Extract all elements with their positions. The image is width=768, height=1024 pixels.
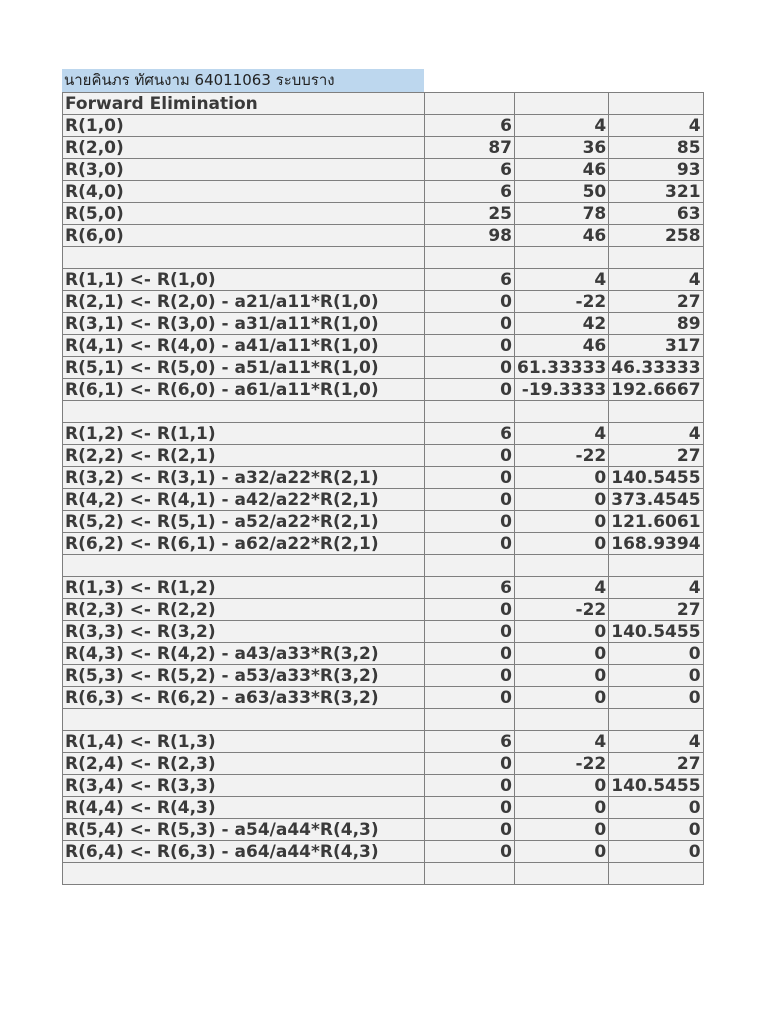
table-row [63, 621, 704, 643]
table-row [63, 577, 704, 599]
value-cell-col2[interactable]: 4 [515, 269, 609, 291]
value-cell-col2[interactable]: -22 [515, 753, 609, 775]
value-cell-col1[interactable]: 0 [425, 753, 515, 775]
table-row [63, 225, 704, 247]
value-cell-col3[interactable]: 46.33333 [609, 357, 703, 379]
value-cell-col1[interactable]: 0 [425, 291, 515, 313]
row-label-cell[interactable]: R(6,1) <- R(6,0) - a61/a11*R(1,0) [63, 379, 425, 401]
table-row [63, 445, 704, 467]
value-cell-col2[interactable]: -22 [515, 291, 609, 313]
row-label-cell[interactable]: R(1,3) <- R(1,2) [63, 577, 425, 599]
value-cell-col1[interactable]: 0 [425, 643, 515, 665]
value-cell-col1[interactable] [425, 709, 515, 731]
value-cell-col2[interactable]: 46 [515, 159, 609, 181]
value-cell-col3[interactable]: 373.4545 [609, 489, 703, 511]
value-cell-col1[interactable] [425, 401, 515, 423]
table-row [63, 269, 704, 291]
value-cell-col2[interactable]: 0 [515, 841, 609, 863]
value-cell-col2[interactable] [515, 93, 609, 115]
value-cell-col2[interactable]: 46 [515, 225, 609, 247]
table-row [63, 687, 704, 709]
value-cell-col3[interactable] [609, 93, 703, 115]
table-row [63, 797, 704, 819]
table-row [63, 731, 704, 753]
value-cell-col3[interactable]: 0 [609, 819, 703, 841]
value-cell-col1[interactable]: 0 [425, 357, 515, 379]
table-row [63, 159, 704, 181]
value-cell-col2[interactable]: 0 [515, 621, 609, 643]
value-cell-col3[interactable]: 4 [609, 269, 703, 291]
value-cell-col2[interactable] [515, 709, 609, 731]
table-row [63, 643, 704, 665]
value-cell-col3[interactable] [609, 555, 703, 577]
value-cell-col2[interactable]: -22 [515, 599, 609, 621]
row-label-cell[interactable]: R(2,1) <- R(2,0) - a21/a11*R(1,0) [63, 291, 425, 313]
value-cell-col3[interactable]: 27 [609, 599, 703, 621]
spreadsheet [62, 69, 704, 885]
row-label-cell[interactable]: R(3,0) [63, 159, 425, 181]
value-cell-col1[interactable] [425, 247, 515, 269]
value-cell-col2[interactable]: 0 [515, 489, 609, 511]
value-cell-col2[interactable]: 0 [515, 687, 609, 709]
value-cell-col3[interactable]: 0 [609, 643, 703, 665]
row-label-cell[interactable] [63, 709, 425, 731]
value-cell-col3[interactable]: 192.6667 [609, 379, 703, 401]
table-row [63, 467, 704, 489]
value-cell-col3[interactable]: 27 [609, 291, 703, 313]
value-cell-col1[interactable] [425, 93, 515, 115]
value-cell-col1[interactable]: 0 [425, 775, 515, 797]
value-cell-col3[interactable]: 140.5455 [609, 621, 703, 643]
row-label-cell[interactable]: R(5,4) <- R(5,3) - a54/a44*R(4,3) [63, 819, 425, 841]
value-cell-col2[interactable]: 0 [515, 467, 609, 489]
table-row [63, 511, 704, 533]
value-cell-col1[interactable]: 0 [425, 841, 515, 863]
value-cell-col1[interactable]: 0 [425, 511, 515, 533]
row-label-cell[interactable]: R(2,3) <- R(2,2) [63, 599, 425, 621]
value-cell-col3[interactable]: 0 [609, 665, 703, 687]
row-label-cell[interactable]: R(3,1) <- R(3,0) - a31/a11*R(1,0) [63, 313, 425, 335]
value-cell-col1[interactable]: 0 [425, 687, 515, 709]
table-row [63, 489, 704, 511]
value-cell-col2[interactable]: 0 [515, 511, 609, 533]
value-cell-col2[interactable]: 0 [515, 819, 609, 841]
value-cell-col1[interactable]: 0 [425, 797, 515, 819]
value-cell-col1[interactable]: 0 [425, 489, 515, 511]
row-label-cell[interactable]: R(2,2) <- R(2,1) [63, 445, 425, 467]
value-cell-col1[interactable]: 0 [425, 467, 515, 489]
value-cell-col3[interactable]: 27 [609, 753, 703, 775]
value-cell-col2[interactable] [515, 555, 609, 577]
value-cell-col3[interactable]: 85 [609, 137, 703, 159]
row-label-cell[interactable]: R(4,0) [63, 181, 425, 203]
value-cell-col2[interactable]: 46 [515, 335, 609, 357]
table-row [63, 753, 704, 775]
value-cell-col1[interactable]: 0 [425, 665, 515, 687]
table-row [63, 115, 704, 137]
value-cell-col3[interactable]: 4 [609, 731, 703, 753]
value-cell-col2[interactable]: 42 [515, 313, 609, 335]
row-label-cell[interactable]: R(1,4) <- R(1,3) [63, 731, 425, 753]
row-label-cell[interactable]: R(3,3) <- R(3,2) [63, 621, 425, 643]
table-row [63, 247, 704, 269]
table-row [63, 599, 704, 621]
value-cell-col2[interactable]: 4 [515, 577, 609, 599]
row-label-cell[interactable]: R(6,2) <- R(6,1) - a62/a22*R(2,1) [63, 533, 425, 555]
value-cell-col1[interactable]: 6 [425, 159, 515, 181]
row-label-cell[interactable]: R(5,1) <- R(5,0) - a51/a11*R(1,0) [63, 357, 425, 379]
table-row [63, 291, 704, 313]
value-cell-col1[interactable]: 0 [425, 313, 515, 335]
value-cell-col2[interactable]: 61.33333 [515, 357, 609, 379]
value-cell-col1[interactable]: 0 [425, 335, 515, 357]
value-cell-col1[interactable]: 6 [425, 181, 515, 203]
value-cell-col1[interactable]: 0 [425, 533, 515, 555]
value-cell-col1[interactable]: 98 [425, 225, 515, 247]
row-label-cell[interactable]: R(1,0) [63, 115, 425, 137]
row-label-cell[interactable]: R(3,2) <- R(3,1) - a32/a22*R(2,1) [63, 467, 425, 489]
value-cell-col3[interactable]: 4 [609, 577, 703, 599]
value-cell-col3[interactable]: 140.5455 [609, 775, 703, 797]
value-cell-col1[interactable] [425, 863, 515, 885]
row-label-cell[interactable]: R(4,4) <- R(4,3) [63, 797, 425, 819]
row-label-cell[interactable]: R(6,0) [63, 225, 425, 247]
row-label-cell[interactable]: R(6,3) <- R(6,2) - a63/a33*R(3,2) [63, 687, 425, 709]
value-cell-col3[interactable]: 27 [609, 445, 703, 467]
table-row [63, 335, 704, 357]
value-cell-col2[interactable]: 0 [515, 533, 609, 555]
value-cell-col3[interactable]: 93 [609, 159, 703, 181]
value-cell-col3[interactable]: 168.9394 [609, 533, 703, 555]
value-cell-col1[interactable]: 0 [425, 819, 515, 841]
value-cell-col1[interactable]: 6 [425, 423, 515, 445]
value-cell-col1[interactable]: 6 [425, 115, 515, 137]
value-cell-col1[interactable]: 0 [425, 599, 515, 621]
row-label-cell[interactable] [63, 247, 425, 269]
value-cell-col2[interactable]: 4 [515, 731, 609, 753]
table-row [63, 93, 704, 115]
value-cell-col2[interactable] [515, 863, 609, 885]
value-cell-col1[interactable]: 6 [425, 731, 515, 753]
value-cell-col2[interactable]: 50 [515, 181, 609, 203]
row-label-cell[interactable]: R(1,1) <- R(1,0) [63, 269, 425, 291]
table-row [63, 313, 704, 335]
value-cell-col1[interactable]: 6 [425, 577, 515, 599]
value-cell-col1[interactable]: 0 [425, 379, 515, 401]
value-cell-col3[interactable]: 140.5455 [609, 467, 703, 489]
row-label-cell[interactable]: R(2,4) <- R(2,3) [63, 753, 425, 775]
row-label-cell[interactable]: R(3,4) <- R(3,3) [63, 775, 425, 797]
table-row [63, 379, 704, 401]
title-cell[interactable]: นายคินภร ทัศนงาม 64011063 ระบบราง [62, 69, 424, 92]
value-cell-col3[interactable] [609, 401, 703, 423]
table-row [63, 775, 704, 797]
row-label-cell[interactable]: R(4,1) <- R(4,0) - a41/a11*R(1,0) [63, 335, 425, 357]
row-label-cell[interactable]: R(6,4) <- R(6,3) - a64/a44*R(4,3) [63, 841, 425, 863]
row-label-cell[interactable]: R(2,0) [63, 137, 425, 159]
table-row [63, 819, 704, 841]
value-cell-col3[interactable]: 0 [609, 687, 703, 709]
value-cell-col3[interactable] [609, 247, 703, 269]
table-row [63, 555, 704, 577]
value-cell-col3[interactable]: 121.6061 [609, 511, 703, 533]
table-row [63, 181, 704, 203]
value-cell-col2[interactable] [515, 247, 609, 269]
value-cell-col2[interactable]: -19.3333 [515, 379, 609, 401]
row-label-cell[interactable]: R(4,3) <- R(4,2) - a43/a33*R(3,2) [63, 643, 425, 665]
value-cell-col1[interactable] [425, 555, 515, 577]
value-cell-col2[interactable]: 78 [515, 203, 609, 225]
value-cell-col2[interactable]: 0 [515, 797, 609, 819]
row-label-cell[interactable]: Forward Elimination [63, 93, 425, 115]
table-row [63, 841, 704, 863]
value-cell-col2[interactable]: 36 [515, 137, 609, 159]
value-cell-col3[interactable]: 89 [609, 313, 703, 335]
value-cell-col3[interactable]: 4 [609, 423, 703, 445]
row-label-cell[interactable] [63, 863, 425, 885]
table-row [63, 863, 704, 885]
table-row [63, 401, 704, 423]
value-cell-col3[interactable] [609, 709, 703, 731]
elimination-table [62, 92, 704, 885]
value-cell-col3[interactable] [609, 863, 703, 885]
table-row [63, 533, 704, 555]
value-cell-col3[interactable]: 321 [609, 181, 703, 203]
value-cell-col3[interactable]: 63 [609, 203, 703, 225]
row-label-cell[interactable] [63, 555, 425, 577]
table-row [63, 137, 704, 159]
value-cell-col3[interactable]: 4 [609, 115, 703, 137]
value-cell-col1[interactable]: 0 [425, 621, 515, 643]
value-cell-col2[interactable]: 0 [515, 775, 609, 797]
table-row [63, 665, 704, 687]
row-label-cell[interactable]: R(5,0) [63, 203, 425, 225]
row-label-cell[interactable]: R(5,2) <- R(5,1) - a52/a22*R(2,1) [63, 511, 425, 533]
table-row [63, 423, 704, 445]
row-label-cell[interactable]: R(5,3) <- R(5,2) - a53/a33*R(3,2) [63, 665, 425, 687]
value-cell-col1[interactable]: 87 [425, 137, 515, 159]
table-row [63, 709, 704, 731]
value-cell-col3[interactable]: 0 [609, 841, 703, 863]
value-cell-col3[interactable]: 258 [609, 225, 703, 247]
row-label-cell[interactable]: R(4,2) <- R(4,1) - a42/a22*R(2,1) [63, 489, 425, 511]
row-label-cell[interactable] [63, 401, 425, 423]
value-cell-col2[interactable]: -22 [515, 445, 609, 467]
table-row [63, 203, 704, 225]
value-cell-col3[interactable]: 317 [609, 335, 703, 357]
table-body [63, 93, 704, 885]
value-cell-col1[interactable]: 0 [425, 445, 515, 467]
value-cell-col2[interactable]: 0 [515, 665, 609, 687]
row-label-cell[interactable]: R(1,2) <- R(1,1) [63, 423, 425, 445]
value-cell-col2[interactable] [515, 401, 609, 423]
value-cell-col3[interactable]: 0 [609, 797, 703, 819]
table-row [63, 357, 704, 379]
value-cell-col2[interactable]: 4 [515, 115, 609, 137]
value-cell-col2[interactable]: 0 [515, 643, 609, 665]
value-cell-col1[interactable]: 25 [425, 203, 515, 225]
value-cell-col2[interactable]: 4 [515, 423, 609, 445]
value-cell-col1[interactable]: 6 [425, 269, 515, 291]
